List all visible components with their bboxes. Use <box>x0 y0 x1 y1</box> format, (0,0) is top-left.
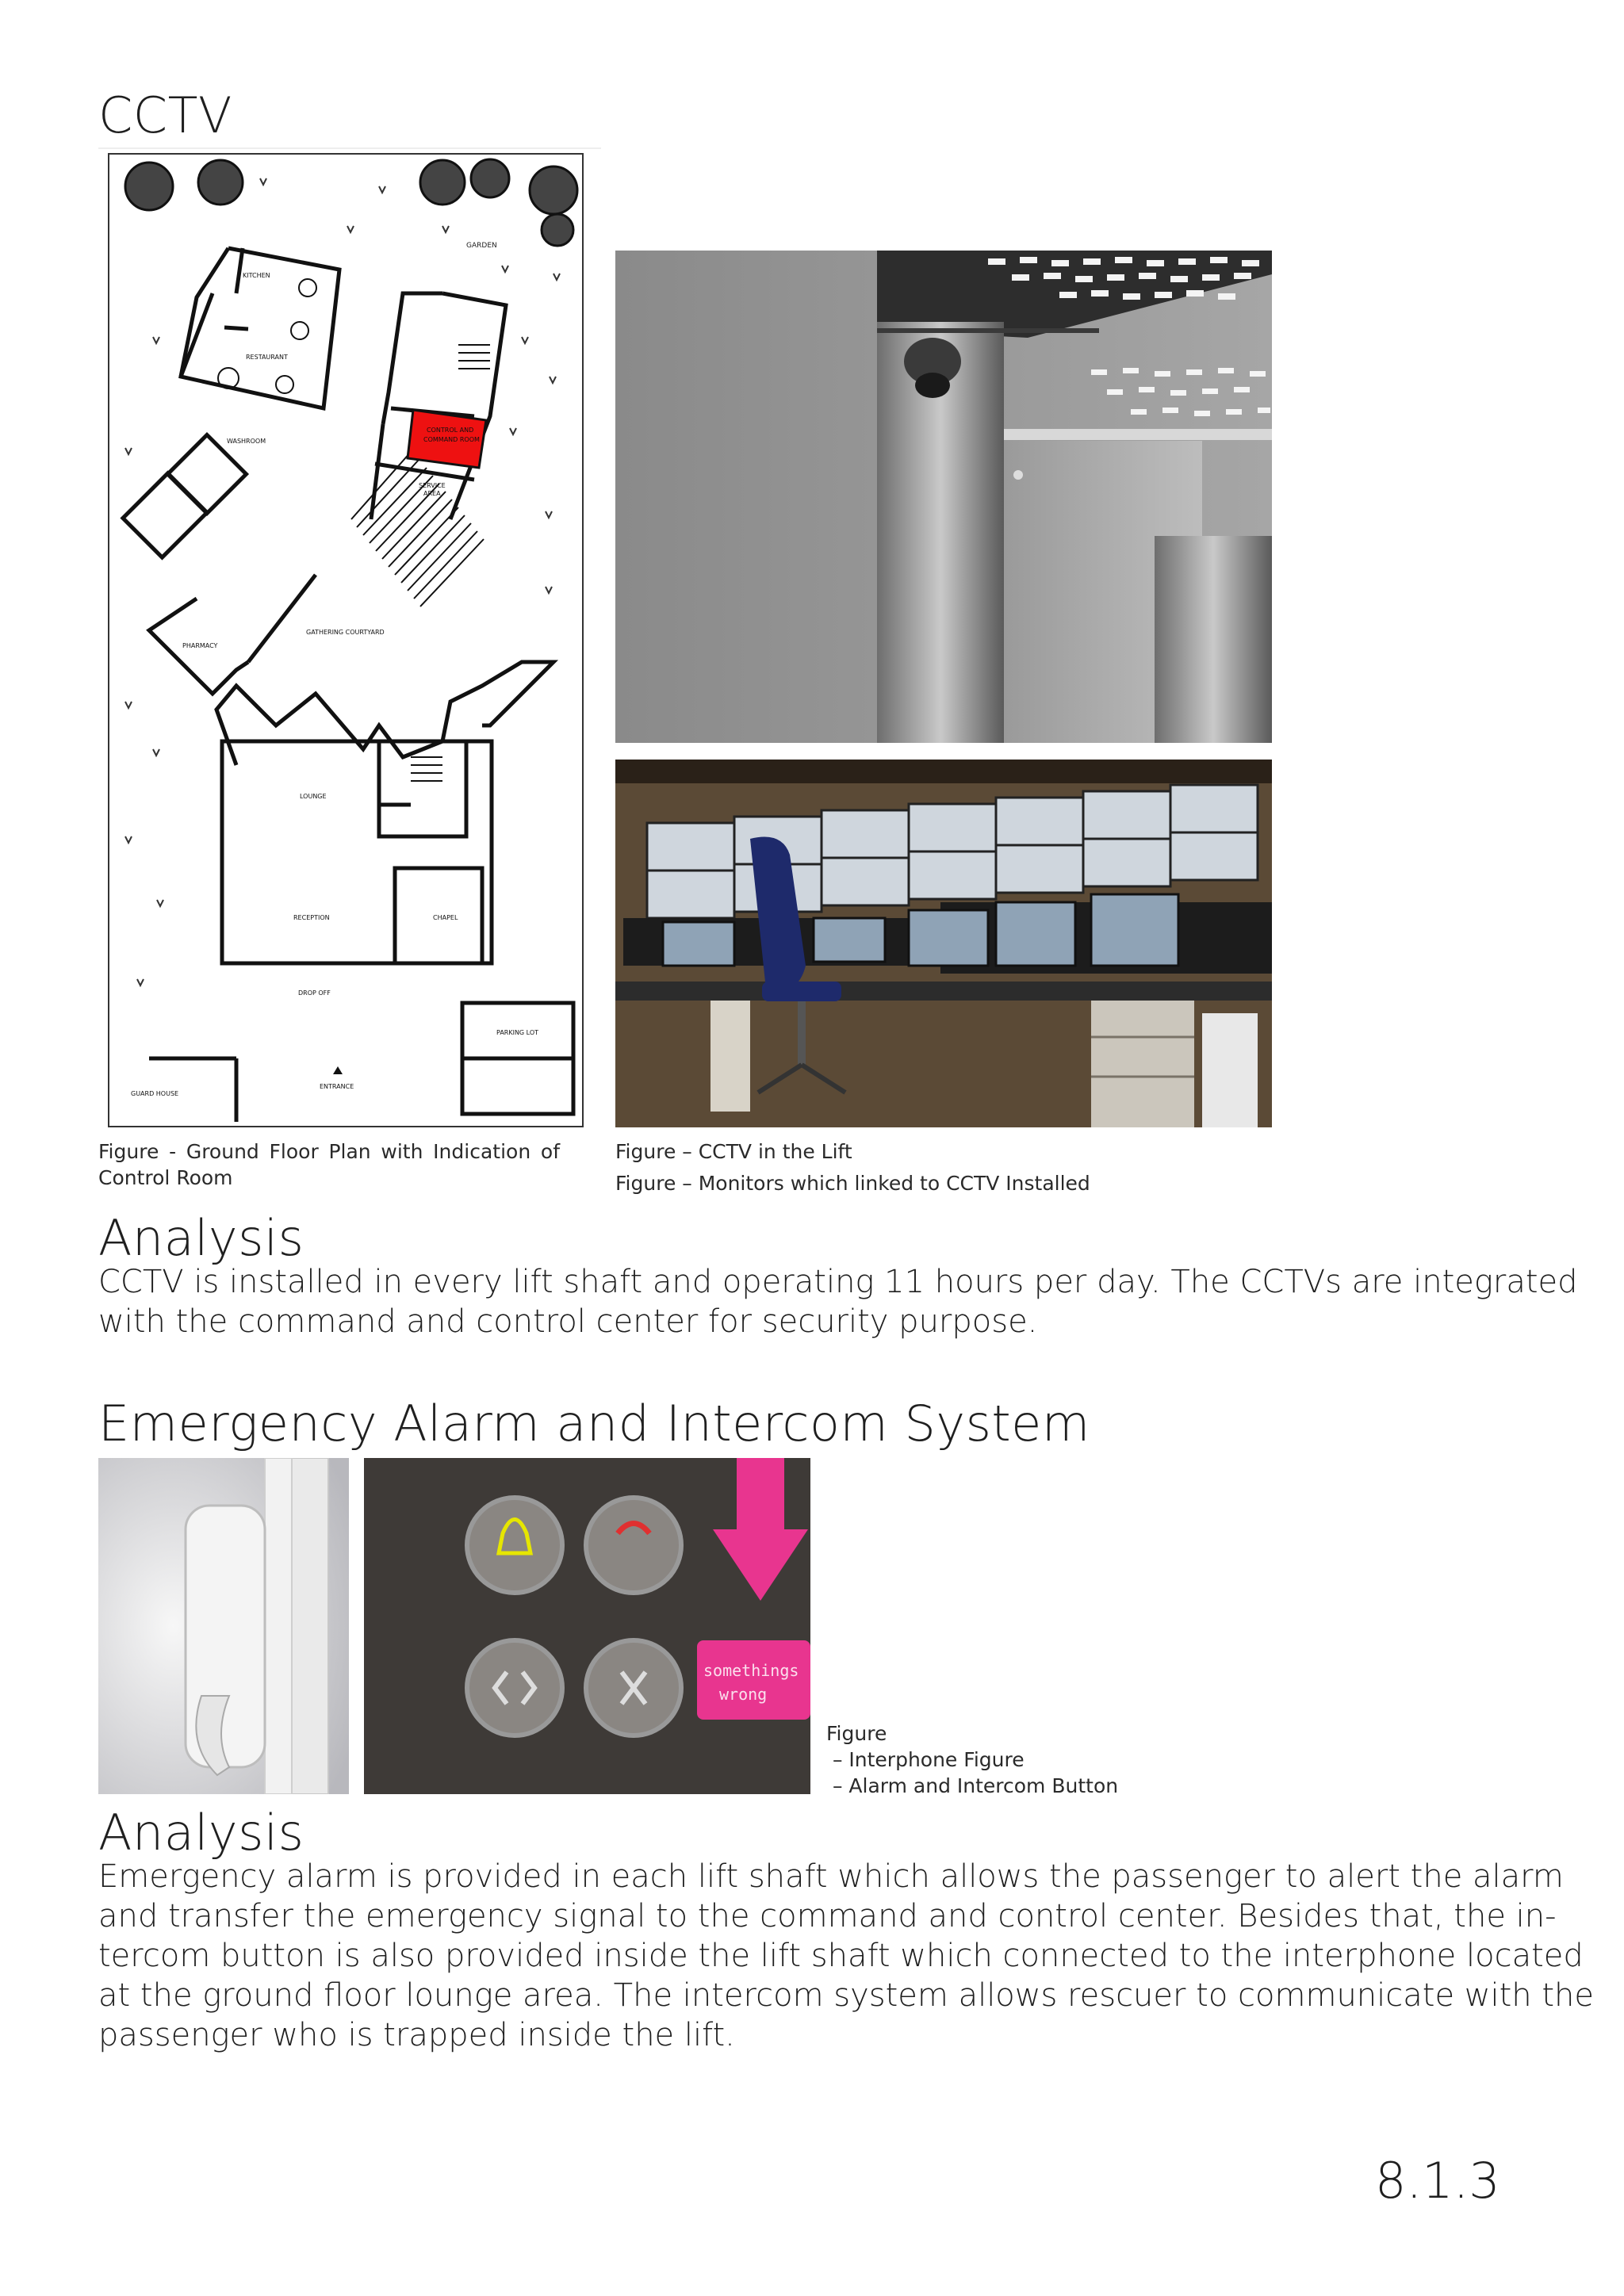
label-washroom: WASHROOM <box>227 438 266 445</box>
tree-icons <box>125 159 577 246</box>
analysis-1-line-1: CCTV is installed in every lift shaft and operating 11 hours per day. The CCTVs are integrated <box>98 1264 1578 1300</box>
label-chapel: CHAPEL <box>433 914 458 921</box>
interphone-photo <box>98 1458 349 1794</box>
analysis-1-line-2: with the command and control center for security purpose. <box>98 1303 1038 1340</box>
page-number: 8.1.3 <box>1375 2152 1500 2210</box>
label-courtyard: GATHERING COURTYARD <box>306 629 385 636</box>
label-control-1: CONTROL AND <box>427 427 474 434</box>
analysis-2-line-1: Emergency alarm is provided in each lift shaft which allows the passenger to alert the alarm <box>98 1858 1564 1895</box>
label-drop-off: DROP OFF <box>298 989 331 997</box>
analysis-heading-1: Analysis <box>98 1209 304 1267</box>
cctv-heading: CCTV <box>98 86 232 144</box>
caption-monitors: Figure – Monitors which linked to CCTV Installed <box>615 1172 1090 1195</box>
label-entrance: ENTRANCE <box>320 1083 354 1090</box>
label-lounge: LOUNGE <box>300 793 327 800</box>
label-restaurant: RESTAURANT <box>246 354 288 361</box>
caption-alarm-button: – Alarm and Intercom Button <box>826 1774 1119 1797</box>
entrance-arrow-icon <box>333 1066 343 1074</box>
analysis-2-line-4: at the ground floor lounge area. The intercom system allows rescuer to communicate with the <box>98 1977 1594 2014</box>
caption-floor-plan: Figure - Ground Floor Plan with Indication of Control Room <box>98 1140 560 1189</box>
analysis-heading-2: Analysis <box>98 1804 304 1862</box>
lift-cctv-photo <box>615 251 1272 743</box>
floor-plan-figure <box>108 153 584 1127</box>
alarm-bell-button <box>467 1498 562 1593</box>
emergency-heading: Emergency Alarm and Intercom System <box>98 1395 1090 1452</box>
label-service-1: SERVICE <box>419 482 446 489</box>
caption-figure: Figure <box>826 1722 887 1745</box>
caption-lift-cctv: Figure – CCTV in the Lift <box>615 1140 852 1163</box>
interphone-handset-icon <box>186 1506 265 1775</box>
caption-interphone: – Interphone Figure <box>826 1748 1025 1771</box>
label-kitchen: KITCHEN <box>243 272 270 279</box>
somethings-wrong-line-2: wrong <box>719 1685 768 1704</box>
somethings-wrong-line-1: somethings <box>703 1661 799 1680</box>
alarm-buttons-photo <box>364 1458 810 1794</box>
label-pharmacy: PHARMACY <box>182 642 218 649</box>
analysis-2-line-3: tercom button is also provided inside the lift shaft which connected to the interphone located <box>98 1938 1584 1974</box>
label-control-2: COMMAND ROOM <box>423 436 480 443</box>
somethings-wrong-button <box>697 1640 810 1720</box>
label-parking: PARKING LOT <box>496 1029 539 1036</box>
label-guard-house: GUARD HOUSE <box>131 1090 179 1097</box>
analysis-2-line-5: passenger who is trapped inside the lift. <box>98 2017 735 2053</box>
label-service-2: AREA <box>423 490 441 497</box>
analysis-2-line-2: and transfer the emergency signal to the command and control center. Besides that, the in- <box>98 1898 1557 1934</box>
label-garden: GARDEN <box>466 242 497 250</box>
intercom-phone-button <box>586 1498 681 1593</box>
door-open-button <box>467 1640 562 1735</box>
label-reception: RECEPTION <box>293 914 330 921</box>
heading-rule <box>98 147 601 149</box>
monitors-photo <box>615 760 1272 1127</box>
